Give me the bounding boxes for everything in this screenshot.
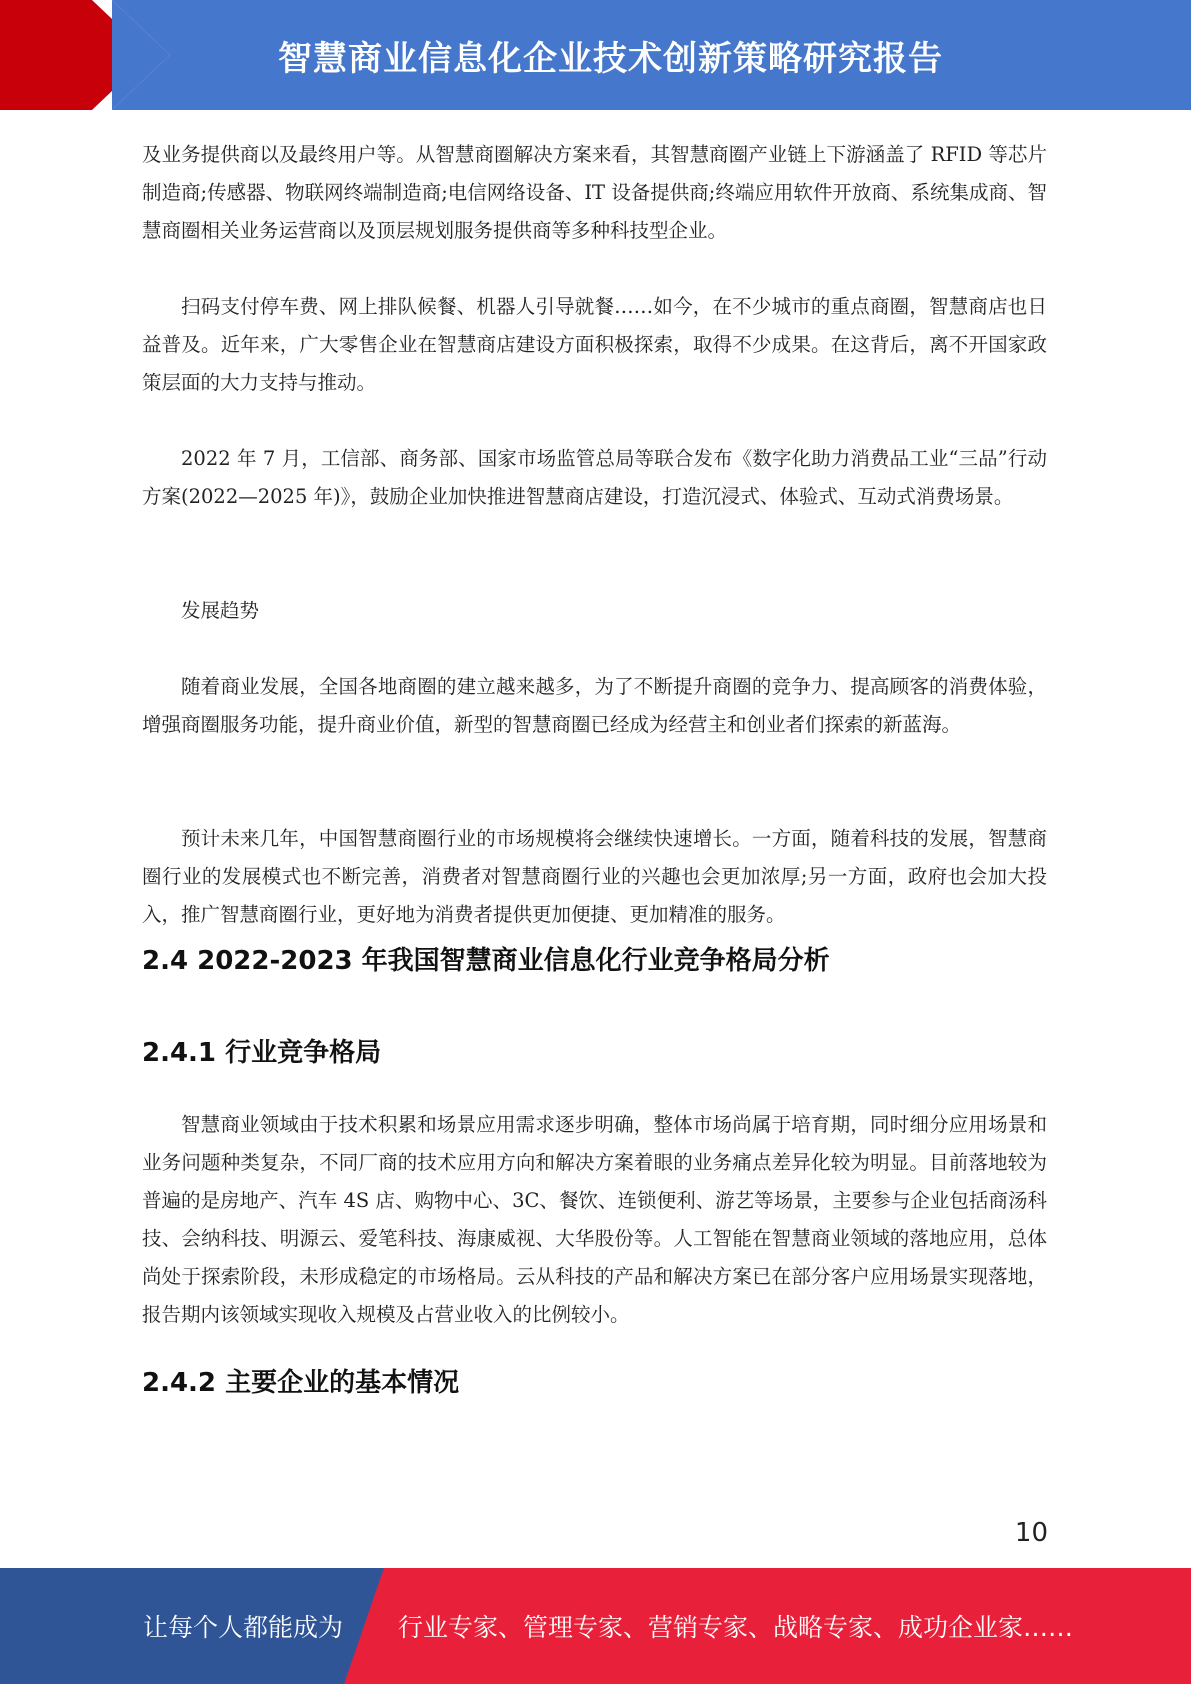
paragraph-text: 2022 年 7 月，工信部、商务部、国家市场监管总局等联合发布《数字化助力消费品工业“三品”行动方案(2022—2025 年)》，鼓励企业加快推进智慧商店建设，打造沉浸式、体验式、互动式消费场景。 bbox=[142, 447, 1047, 508]
paragraph-5 bbox=[142, 668, 1047, 744]
paragraph-text: 预计未来几年，中国智慧商圈行业的市场规模将会继续快速增长。一方面，随着科技的发展，智慧商圈行业的发展模式也不断完善，消费者对智慧商圈行业的兴趣也会更加浓厚;另一方面，政府也会加大投入，推广智慧商圈行业，更好地为消费者提供更加便捷、更加精准的服务。 bbox=[142, 827, 1047, 926]
paragraph-2-4-1 bbox=[142, 1106, 1047, 1334]
paragraph-3 bbox=[142, 440, 1047, 516]
footer-banner bbox=[0, 1568, 1191, 1684]
paragraph-4 bbox=[142, 592, 1047, 630]
header-banner bbox=[0, 0, 1191, 110]
section-heading-2-4-1: 2.4.1 行业竞争格局 bbox=[142, 1038, 382, 1068]
subheading-trend: 发展趋势 bbox=[181, 599, 260, 622]
section-heading-2-4: 2.4 2022-2023 年我国智慧商业信息化行业竞争格局分析 bbox=[142, 946, 830, 976]
page-number: 10 bbox=[1014, 1518, 1048, 1548]
paragraph-text: 扫码支付停车费、网上排队候餐、机器人引导就餐……如今，在不少城市的重点商圈，智慧商店也日益普及。近年来，广大零售企业在智慧商店建设方面积极探索，取得不少成果。在这背后，离不开国家政策层面的大力支持与推动。 bbox=[142, 295, 1047, 394]
document-title: 智慧商业信息化企业技术创新策略研究报告 bbox=[278, 38, 943, 79]
footer-slogan-left: 让每个人都能成为 bbox=[143, 1613, 344, 1642]
paragraph-text: 及业务提供商以及最终用户等。从智慧商圈解决方案来看，其智慧商圈产业链上下游涵盖了 RFID 等芯片制造商;传感器、物联网终端制造商;电信网络设备、IT 设备提供商;终端应用软件开放商、系统集成商、智慧商圈相关业务运营商以及顶层规划服务提供商等多种科技型企业。 bbox=[142, 143, 1047, 242]
paragraph-6 bbox=[142, 820, 1047, 934]
paragraph-text: 智慧商业领域由于技术积累和场景应用需求逐步明确，整体市场尚属于培育期，同时细分应用场景和业务问题种类复杂，不同厂商的技术应用方向和解决方案着眼的业务痛点差异化较为明显。目前落地较为普遍的是房地产、汽车 4S 店、购物中心、3C、餐饮、连锁便利、游艺等场景，主要参与企业包括商汤科技、会纳科技、明源云、爱笔科技、海康威视、大华股份等。人工智能在智慧商业领域的落地应用，总体尚处于探索阶段，未形成稳定的市场格局。云从科技的产品和解决方案已在部分客户应用场景实现落地，报告期内该领域实现收入规模及占营业收入的比例较小。 bbox=[142, 1113, 1047, 1326]
paragraph-1 bbox=[142, 136, 1047, 250]
paragraph-text: 随着商业发展，全国各地商圈的建立越来越多，为了不断提升商圈的竞争力、提高顾客的消费体验，增强商圈服务功能，提升商业价值，新型的智慧商圈已经成为经营主和创业者们探索的新蓝海。 bbox=[142, 675, 1047, 736]
section-heading-2-4-2: 2.4.2 主要企业的基本情况 bbox=[142, 1368, 460, 1398]
footer-slogan-right: 行业专家、管理专家、营销专家、战略专家、成功企业家…… bbox=[398, 1613, 1074, 1642]
paragraph-2 bbox=[142, 288, 1047, 402]
